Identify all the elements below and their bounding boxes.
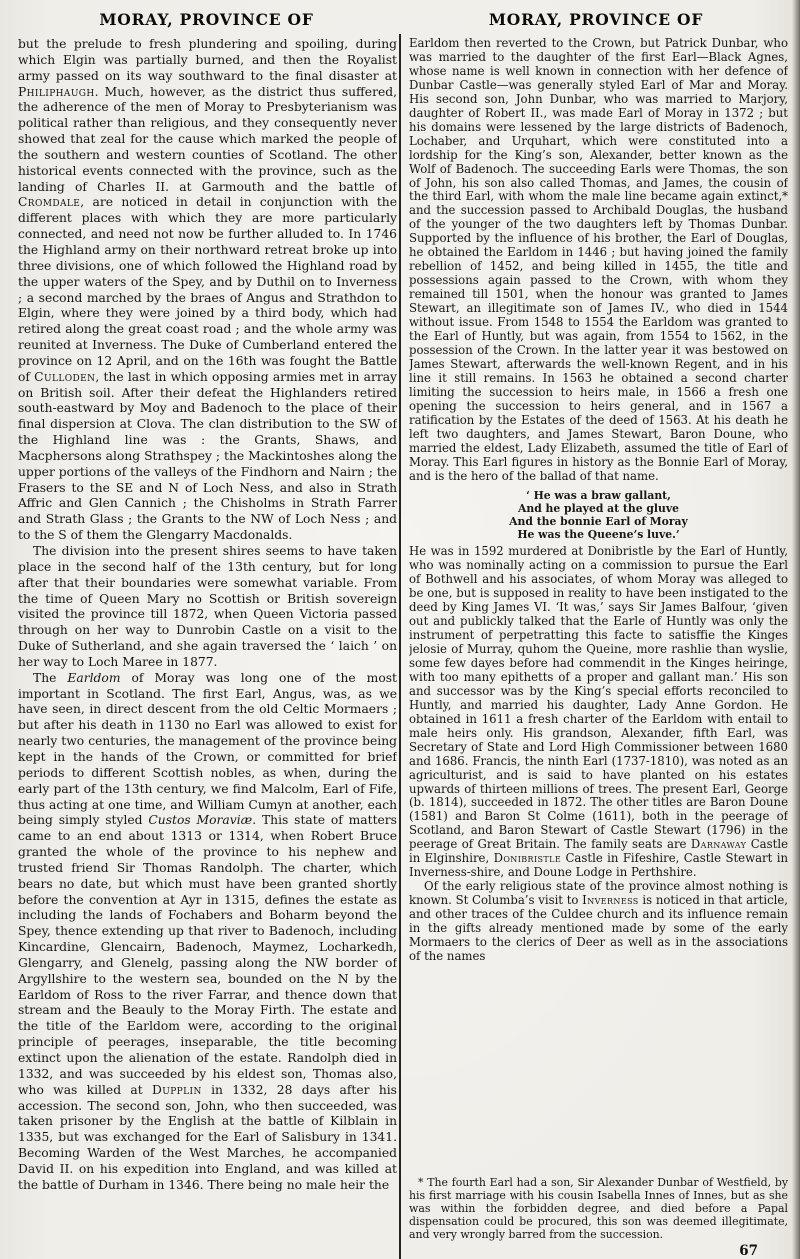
paragraph-early-religion [409,880,788,964]
text-segment: The [33,670,68,685]
text-segment: in 1332, 28 days after his accession. The second son, John, who then succeeded, was taken prisoner by the English at the battle of Kilblain in 1335, but was exchanged for the Earl of Salisbury in 1341. Becoming Warden of the West Marches, he accompanied David II. on his expedition into England, and was killed at the battle of Durham in 1346. There being no male heir the [18,1082,397,1192]
small-caps-place-name: Darnaway [690,837,747,852]
paragraph-shire-division [18,544,397,671]
paragraph-earldom-origins [18,671,397,1194]
text-segment: . Much, however, as the district thus suffered, the adherence of the men of Moray to Presbyterianism was political rather than religious, and they consequently never showed that zeal for the cause which marked the people of the southern and western counties of Scotland. The other historical events connected with the province, such as the landing of Charles II. at Garmouth and the battle of [18,84,397,194]
small-caps-place-name: Philiphaugh [18,84,95,99]
text-segment: He was in 1592 murdered at Donibristle by the Earl of Huntly, who was nominally acting on a commission to pursue the Earl of Bothwell and his associates, of whom Moray was alleged to be one, but is supposed in reality to have been instigated to the deed by King James VI. ‘It was,’ says Sir James Balfour, ‘given out and publickly talked that the Earle of Huntly was only the instrument of perpetratting this facte to satisffie the Kinges jelosie of Murray, quhom the Queine, more rashlie than wyslie, some few dayes before had commendit in the Kinges heiringe, with too many epithetts of a proper and gallant man.’ His son and successor was by the King’s special efforts reconciled to Huntly, and married his daughter, Lady Anne Gordon. He obtained in 1611 a fresh charter of the Earldom with entail to male heirs only. His grandson, Alexander, fifth Earl, was Secretary of State and Lord High Commissioner between 1680 and 1686. Francis, the ninth Earl (1737-1810), was noted as an agriculturist, and is said to have planted on his estates upwards of thirteen millions of trees. The present Earl, George (b. 1814), succeeded in 1872. The other titles are Baron Doune (1581) and Baron St Colme (1611), both in the peerage of Scotland, and Baron Stewart of Castle Stewart (1796) in the peerage of Great Britain. The family seats are [409,544,788,852]
text-segment: Castle in Fifeshire, Castle Stewart in Inverness-shire, and Doune Lodge in Perthshire. [409,851,788,880]
text-segment: The division into the present shires seems to have taken place in the second half of the 13th century, but for long after that their boundaries were somewhat variable. From the time of Queen Mary no Scottish or British sovereign visited the province till 1872, when Queen Victoria passed through on her way to Dunrobin Castle on a visit to the Duke of Sutherland, and she again traversed the ‘ laich ’ on her way to Loch Maree in 1877. [18,544,397,669]
poem-line: ‘ He was a braw gallant, [526,488,671,502]
italic-term: Earldom [67,670,121,685]
text-segment: Of the early religious state of the province almost nothing is known. St Columba’s visit to [409,879,788,908]
page-number: 67 [739,1243,758,1259]
paragraph-earldom-succession [409,37,788,484]
small-caps-place-name: Cromdale [18,195,81,210]
text-segment: of Moray was long one of the most important in Scotland. The first Earl, Angus, was, as we have seen, in direct descent from the old Celtic Mormaers ; but after his death in 1130 no Earl was allowed to exist for nearly two centuries, the management of the province being kept in the hands of the Crown, or committed for brief periods to different Scottish nobles, as when, during the early part of the 13th century, we find Malcolm, Earl of Fife, thus acting at one time, and William Cumyn at another, each being simply styled [18,670,397,828]
text-segment: but the prelude to fresh plundering and spoiling, during which Elgin was partially burned, and then the Royalist army passed on its way southward to the final disaster at [18,37,397,83]
text-segment: , are noticed in detail in conjunction with the different places with which they are more particularly connected, and need not now be further alluded to. In 1746 the Highland army on their northward retreat broke up into three divisions, one of which followed the Highland road by the upper waters of the Spey, and by Duthil on to Inverness ; a second marched by the braes of Angus and Strathdon to Elgin, where they were joined by a third body, which had retired along the great coast road ; and the whole army was reunited at Inverness. The Duke of Cumberland entered the province on 12 April, and on the 16th was fought the Battle of [18,195,397,384]
column-divider-rule [399,34,401,1259]
right-text-column [409,37,788,1259]
text-segment: Earldom then reverted to the Crown, but Patrick Dunbar, who was married to the daughter of the first Earl—Black Agnes, whose name is well known in connection with her defence of Dunbar Castle—was generally styled Earl of Mar and Moray. His second son, John Dunbar, who was married to Marjory, daughter of Robert II., was made Earl of Moray in 1372 ; but his domains were lessened by the large districts of Badenoch, Lochaber, and Urquhart, which were constituted into a lordship for the King’s son, Alexander, better known as the Wolf of Badenoch. The succeeding Earls were Thomas, the son of John, his son also called Thomas, and James, the cousin of the third Earl, with whom the male line became again extinct,* and the succession passed to Archibald Douglas, the husband of the younger of the two daughters left by Thomas Dunbar. Supported by the influence of his brother, the Earl of Douglas, he obtained the Earldom in 1446 ; but having joined the family rebellion of 1452, and being killed in 1455, the title and possessions again passed to the Crown, with whom they remained till 1501, when the honour was granted to James Stewart, an illegitimate son of James IV., who died in 1544 without issue. From 1548 to 1554 the Earldom was granted to the Earl of Huntly, but was again, from 1554 to 1562, in the possession of the Crown. In the latter year it was bestowed on James Stewart, afterwards the well-known Regent, and in his line it still remains. In 1563 he obtained a second charter limiting the succession to heirs male, in 1566 a fresh one opening the succession to heirs general, and in 1567 a ratification by the Estates of the deed of 1563. At his death he left two daughters, and James Stewart, Baron Doune, who married the eldest, Lady Elizabeth, assumed the title of Earl of Moray. This Earl figures in history as the Bonnie Earl of Moray, and is the hero of the ballad of that name. [409,37,788,483]
paragraph-royalist-history [18,37,397,544]
small-caps-place-name: Donibristle [493,851,562,866]
poem-line: And the bonnie Earl of Moray [509,514,688,528]
left-text-column [18,37,397,1259]
text-segment: is noticed in that article, and other traces of the Culdee church and its influence remain in the gifts already mentioned made by some of the early Mormaers to the clerics of Deer as well as in the associations of the names [409,893,788,963]
poem-line: He was the Queene’s luve.’ [517,528,680,542]
running-header-right: MORAY, PROVINCE OF [488,10,704,29]
paragraph-bonnie-earl [409,545,788,880]
text-segment: , the last in which opposing armies met in array on British soil. After their defeat the Highlanders retired south-eastward by Moy and Badenoch to the place of their final dispersion at Clova. The clan distribution to the SW of the Highland line was : the Grants, Shaws, and Macphersons along Strathspey ; the Mackintoshes along the upper portions of the valleys of the Findhorn and Nairn ; the Frasers to the SE and N of Loch Ness, and also in Strath Affric and Glen Cannich ; the Chisholms in Strath Farrer and Strath Glass ; the Grants to the NW of Loch Ness ; and to the S of them the Glengarry Macdonalds. [18,369,397,543]
text-segment: . This state of matters came to an end about 1313 or 1314, when Robert Bruce granted the whole of the province to his nephew and trusted friend Sir Thomas Randolph. The charter, which bears no date, but which must have been granted shortly before the convention at Ayr in 1315, defines the estate as including the lands of Fochabers and Boharm beyond the Spey, thence extending up that river to Badenoch, including Kincardine, Glencairn, Badenoch, Maymez, Locharkedh, Glengarry, and Glenelg, passing along the NW border of Argyllshire to the western sea, bounded on the N by the Earldom of Ross to the river Farrar, and thence down that stream and the Beauly to the Moray Firth. The estate and the title of the Earldom were, according to the original principle of peerages, inseparable, the title becoming extinct upon the alienation of the estate. Randolph died in 1332, and was succeeded by his eldest son, Thomas also, who was killed at [18,813,397,1097]
page-edge-shadow [792,0,800,1259]
small-caps-place-name: Inverness [582,893,639,908]
poem-line: And he played at the gluve [518,501,679,515]
small-caps-place-name: Culloden [34,369,96,384]
running-header-left: MORAY, PROVINCE OF [99,10,314,29]
small-caps-place-name: Dupplin [151,1082,202,1097]
italic-term: Custos Moraviæ [148,813,253,828]
right-column-body [409,37,788,1168]
text-segment: Castle in Elginshire, [409,837,788,866]
ballad-quote [409,489,788,542]
footnote-fourth-earl: * The fourth Earl had a son, Sir Alexander Dunbar of Westfield, by his first marriage with his cousin Isabella Innes of Innes, but as she was within the forbidden degree, and died before a Papal dispensation could be procured, this son was deemed illegitimate, and very wrongly barred from the succession. [409,1176,788,1242]
